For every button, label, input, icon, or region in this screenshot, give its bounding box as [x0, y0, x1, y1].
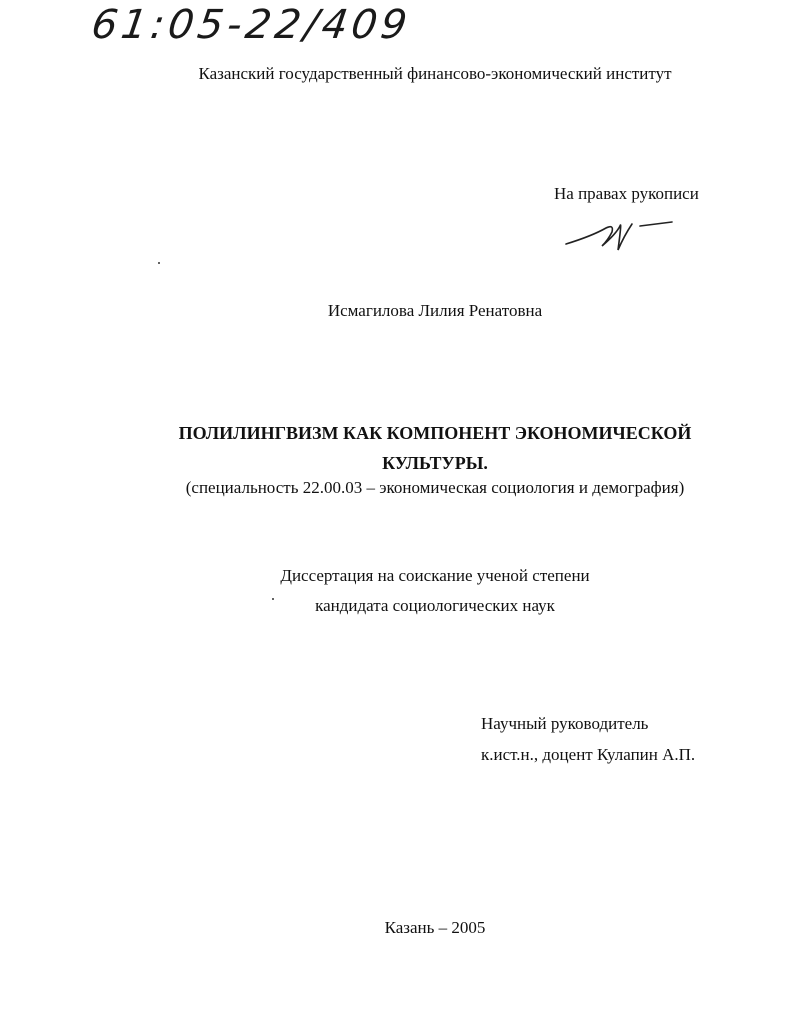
- title-line-2: КУЛЬТУРЫ.: [382, 453, 488, 473]
- archive-number: 61:05-22/409: [88, 2, 414, 48]
- institute-name: Казанский государственный финансово-экономический институт: [198, 64, 672, 83]
- degree-line-1: Диссертация на соискание ученой степени: [280, 566, 590, 585]
- manuscript-rights-note: На правах рукописи: [554, 184, 699, 203]
- specialty: (специальность 22.00.03 – экономическая социология и демография): [185, 478, 685, 497]
- degree-line-2: кандидата социологических наук: [315, 596, 555, 615]
- city-year: Казань – 2005: [384, 918, 486, 937]
- supervisor-name: к.ист.н., доцент Кулапин А.П.: [481, 745, 696, 764]
- supervisor-label: Научный руководитель: [481, 714, 649, 733]
- title-line-1: ПОЛИЛИНГВИЗМ КАК КОМПОНЕНТ ЭКОНОМИЧЕСКОЙ: [178, 423, 692, 443]
- author-signature: [562, 206, 682, 256]
- author-name: Исмагилова Лилия Ренатовна: [327, 301, 543, 320]
- scan-speck: [158, 262, 160, 264]
- dissertation-title: [0, 418, 794, 478]
